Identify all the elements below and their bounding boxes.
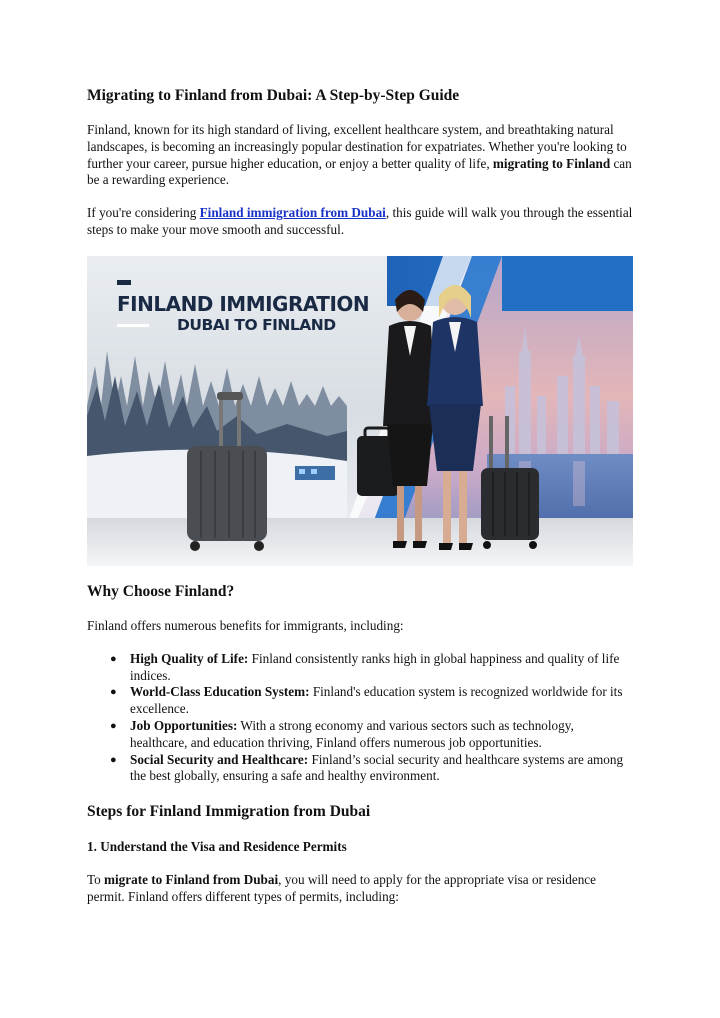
hero-title-line1: FINLAND IMMIGRATION	[117, 292, 370, 316]
step1-heading: 1. Understand the Visa and Residence Permits	[87, 839, 347, 854]
benefit-title: Social Security and Healthcare:	[130, 751, 309, 767]
benefit-text: Finland consistently ranks high in global happiness and quality of life indices.	[130, 650, 620, 683]
considering-paragraph	[87, 205, 633, 239]
step1-text-2: , you will need to apply for the appropriate visa or residence permit. Finland offers different types of permits, including:	[87, 872, 597, 904]
benefit-text: Finland’s social security and healthcare systems are among the best globally, ensuring a safe and healthy environment.	[130, 751, 624, 784]
considering-text-1: If you're considering	[87, 205, 200, 221]
benefit-title: World-Class Education System:	[130, 684, 310, 700]
list-item	[87, 752, 633, 786]
intro-text-1: Finland, known for its high standard of living, excellent healthcare system, and breathtaking natural landscapes, is becoming an increasingly popular destination for expatriates. Whether you're looking to further your career, pursue higher education, or enjoy a better quality of life,	[87, 122, 627, 171]
hero-title-line2: DUBAI TO FINLAND	[177, 316, 336, 334]
step1-paragraph	[87, 872, 633, 906]
benefits-list	[87, 651, 633, 785]
list-item	[87, 718, 633, 752]
list-item	[87, 684, 633, 718]
bullet-icon: ●	[110, 719, 117, 732]
bullet-icon: ●	[110, 753, 117, 766]
why-section	[87, 582, 633, 785]
why-heading: Why Choose Finland?	[87, 583, 235, 600]
steps-heading: Steps for Finland Immigration from Dubai	[87, 803, 371, 820]
steps-section	[87, 802, 633, 906]
benefit-title: Job Opportunities:	[130, 717, 238, 733]
bullet-icon: ●	[110, 652, 117, 665]
step1-text-1: To	[87, 872, 105, 887]
why-lead: Finland offers numerous benefits for immigrants, including:	[87, 618, 404, 633]
benefit-title: High Quality of Life:	[130, 650, 249, 666]
benefit-text: With a strong economy and various sectors such as technology, healthcare, and education thriving, Finland offers numerous job opportunities.	[130, 717, 574, 750]
intro-paragraph	[87, 122, 633, 189]
step1-bold: migrate to Finland from Dubai	[104, 872, 279, 887]
immigration-link[interactable]: Finland immigration from Dubai	[199, 205, 386, 221]
page-title: Migrating to Finland from Dubai: A Step-by-Step Guide	[87, 87, 460, 104]
document-body	[87, 86, 633, 239]
hero-image	[87, 256, 633, 566]
intro-text-2: can be a rewarding experience.	[87, 155, 632, 188]
considering-text-2: , this guide will walk you through the essential steps to make your move smooth and successful.	[87, 205, 633, 237]
list-item	[87, 651, 633, 685]
intro-bold: migrating to Finland	[492, 155, 611, 171]
bullet-icon: ●	[110, 686, 117, 699]
benefit-text: Finland's education system is recognized worldwide for its excellence.	[130, 684, 623, 717]
